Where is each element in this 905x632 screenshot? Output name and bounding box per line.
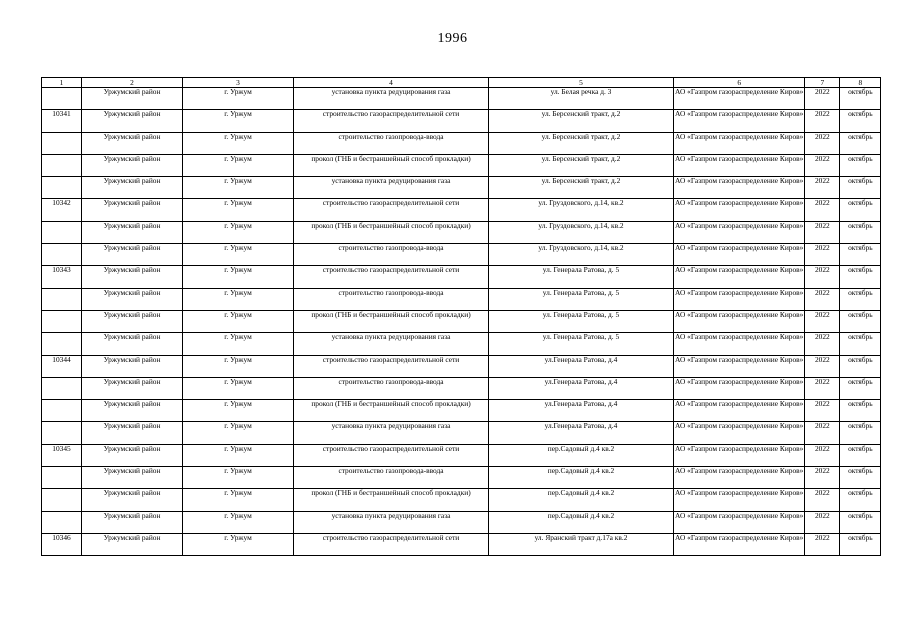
year-cell: 2022 <box>805 422 840 444</box>
column-number-header: 8 <box>840 78 881 88</box>
work-type-cell: прокол (ГНБ и бестраншейный способ прокладки) <box>294 400 489 422</box>
address-cell: ул. Груздовского, д.14, кв.2 <box>489 244 674 266</box>
object-number-cell: 10341 <box>42 110 82 132</box>
organization-cell: АО «Газпром газораспределение Киров» <box>674 88 805 110</box>
district-cell: Уржумский район <box>82 355 183 377</box>
settlement-cell: г. Уржум <box>183 244 294 266</box>
table-row <box>42 310 881 332</box>
table-row <box>42 110 881 132</box>
address-cell: ул. Генерала Ратова, д. 5 <box>489 288 674 310</box>
organization-cell: АО «Газпром газораспределение Киров» <box>674 221 805 243</box>
address-cell: ул. Берсенский тракт, д.2 <box>489 132 674 154</box>
address-cell: ул. Белая речка д. 3 <box>489 88 674 110</box>
table-row <box>42 199 881 221</box>
table-row <box>42 467 881 489</box>
month-cell: октябрь <box>840 467 881 489</box>
year-cell: 2022 <box>805 199 840 221</box>
district-cell: Уржумский район <box>82 266 183 288</box>
district-cell: Уржумский район <box>82 377 183 399</box>
year-cell: 2022 <box>805 467 840 489</box>
month-cell: октябрь <box>840 377 881 399</box>
address-cell: пер.Садовый д.4 кв.2 <box>489 467 674 489</box>
work-type-cell: установка пункта редуцирования газа <box>294 177 489 199</box>
work-type-cell: строительство газораспределительной сети <box>294 199 489 221</box>
column-number-header: 3 <box>183 78 294 88</box>
object-number-cell <box>42 132 82 154</box>
object-number-cell <box>42 400 82 422</box>
organization-cell: АО «Газпром газораспределение Киров» <box>674 244 805 266</box>
column-number-header: 1 <box>42 78 82 88</box>
table-row <box>42 88 881 110</box>
organization-cell: АО «Газпром газораспределение Киров» <box>674 377 805 399</box>
address-cell: ул. Берсенский тракт, д.2 <box>489 110 674 132</box>
object-number-cell: 10346 <box>42 533 82 555</box>
object-number-cell: 10345 <box>42 444 82 466</box>
month-cell: октябрь <box>840 266 881 288</box>
district-cell: Уржумский район <box>82 199 183 221</box>
month-cell: октябрь <box>840 355 881 377</box>
work-type-cell: установка пункта редуцирования газа <box>294 422 489 444</box>
organization-cell: АО «Газпром газораспределение Киров» <box>674 310 805 332</box>
month-cell: октябрь <box>840 533 881 555</box>
work-type-cell: строительство газопровода-ввода <box>294 377 489 399</box>
month-cell: октябрь <box>840 110 881 132</box>
object-number-cell <box>42 288 82 310</box>
column-number-header: 2 <box>82 78 183 88</box>
work-type-cell: строительство газопровода-ввода <box>294 288 489 310</box>
organization-cell: АО «Газпром газораспределение Киров» <box>674 154 805 176</box>
year-cell: 2022 <box>805 444 840 466</box>
organization-cell: АО «Газпром газораспределение Киров» <box>674 132 805 154</box>
work-type-cell: строительство газораспределительной сети <box>294 444 489 466</box>
year-cell: 2022 <box>805 154 840 176</box>
table-row <box>42 244 881 266</box>
month-cell: октябрь <box>840 310 881 332</box>
year-cell: 2022 <box>805 266 840 288</box>
address-cell: ул. Генерала Ратова, д. 5 <box>489 310 674 332</box>
address-cell: ул. Яранский тракт д.17а кв.2 <box>489 533 674 555</box>
settlement-cell: г. Уржум <box>183 199 294 221</box>
district-cell: Уржумский район <box>82 533 183 555</box>
district-cell: Уржумский район <box>82 422 183 444</box>
table-row <box>42 400 881 422</box>
month-cell: октябрь <box>840 511 881 533</box>
address-cell: ул.Генерала Ратова, д.4 <box>489 422 674 444</box>
table-row <box>42 489 881 511</box>
column-number-header-row <box>42 78 881 88</box>
register-table <box>41 77 881 556</box>
address-cell: пер.Садовый д.4 кв.2 <box>489 489 674 511</box>
work-type-cell: строительство газораспределительной сети <box>294 533 489 555</box>
settlement-cell: г. Уржум <box>183 177 294 199</box>
settlement-cell: г. Уржум <box>183 132 294 154</box>
object-number-cell <box>42 221 82 243</box>
year-cell: 2022 <box>805 377 840 399</box>
table-row <box>42 511 881 533</box>
object-number-cell <box>42 244 82 266</box>
settlement-cell: г. Уржум <box>183 154 294 176</box>
column-number-header: 5 <box>489 78 674 88</box>
district-cell: Уржумский район <box>82 244 183 266</box>
table-row <box>42 444 881 466</box>
object-number-cell: 10342 <box>42 199 82 221</box>
settlement-cell: г. Уржум <box>183 444 294 466</box>
settlement-cell: г. Уржум <box>183 422 294 444</box>
table-body <box>42 88 881 556</box>
organization-cell: АО «Газпром газораспределение Киров» <box>674 422 805 444</box>
organization-cell: АО «Газпром газораспределение Киров» <box>674 444 805 466</box>
year-cell: 2022 <box>805 88 840 110</box>
year-cell: 2022 <box>805 533 840 555</box>
district-cell: Уржумский район <box>82 288 183 310</box>
year-cell: 2022 <box>805 288 840 310</box>
year-cell: 2022 <box>805 511 840 533</box>
organization-cell: АО «Газпром газораспределение Киров» <box>674 355 805 377</box>
district-cell: Уржумский район <box>82 444 183 466</box>
address-cell: ул. Груздовского, д.14, кв.2 <box>489 199 674 221</box>
month-cell: октябрь <box>840 177 881 199</box>
address-cell: пер.Садовый д.4 кв.2 <box>489 444 674 466</box>
settlement-cell: г. Уржум <box>183 310 294 332</box>
year-cell: 2022 <box>805 221 840 243</box>
table-row <box>42 177 881 199</box>
year-cell: 2022 <box>805 310 840 332</box>
work-type-cell: прокол (ГНБ и бестраншейный способ прокладки) <box>294 154 489 176</box>
district-cell: Уржумский район <box>82 489 183 511</box>
work-type-cell: строительство газопровода-ввода <box>294 467 489 489</box>
month-cell: октябрь <box>840 444 881 466</box>
settlement-cell: г. Уржум <box>183 88 294 110</box>
organization-cell: АО «Газпром газораспределение Киров» <box>674 333 805 355</box>
table-row <box>42 288 881 310</box>
object-number-cell: 10344 <box>42 355 82 377</box>
district-cell: Уржумский район <box>82 177 183 199</box>
address-cell: ул. Берсенский тракт, д.2 <box>489 154 674 176</box>
month-cell: октябрь <box>840 288 881 310</box>
table-row <box>42 154 881 176</box>
organization-cell: АО «Газпром газораспределение Киров» <box>674 489 805 511</box>
month-cell: октябрь <box>840 88 881 110</box>
table-row <box>42 266 881 288</box>
month-cell: октябрь <box>840 154 881 176</box>
year-cell: 2022 <box>805 244 840 266</box>
settlement-cell: г. Уржум <box>183 288 294 310</box>
year-cell: 2022 <box>805 400 840 422</box>
month-cell: октябрь <box>840 199 881 221</box>
settlement-cell: г. Уржум <box>183 511 294 533</box>
organization-cell: АО «Газпром газораспределение Киров» <box>674 467 805 489</box>
month-cell: октябрь <box>840 400 881 422</box>
table-row <box>42 333 881 355</box>
organization-cell: АО «Газпром газораспределение Киров» <box>674 533 805 555</box>
work-type-cell: строительство газораспределительной сети <box>294 110 489 132</box>
year-cell: 2022 <box>805 132 840 154</box>
address-cell: ул. Генерала Ратова, д. 5 <box>489 266 674 288</box>
district-cell: Уржумский район <box>82 132 183 154</box>
address-cell: ул. Берсенский тракт, д.2 <box>489 177 674 199</box>
work-type-cell: строительство газопровода-ввода <box>294 244 489 266</box>
object-number-cell <box>42 333 82 355</box>
settlement-cell: г. Уржум <box>183 221 294 243</box>
settlement-cell: г. Уржум <box>183 266 294 288</box>
district-cell: Уржумский район <box>82 221 183 243</box>
settlement-cell: г. Уржум <box>183 400 294 422</box>
work-type-cell: строительство газораспределительной сети <box>294 355 489 377</box>
work-type-cell: строительство газопровода-ввода <box>294 132 489 154</box>
table-row <box>42 377 881 399</box>
table-row <box>42 221 881 243</box>
district-cell: Уржумский район <box>82 154 183 176</box>
address-cell: ул. Груздовского, д.14, кв.2 <box>489 221 674 243</box>
work-type-cell: прокол (ГНБ и бестраншейный способ прокладки) <box>294 489 489 511</box>
table-row <box>42 533 881 555</box>
object-number-cell <box>42 422 82 444</box>
month-cell: октябрь <box>840 132 881 154</box>
district-cell: Уржумский район <box>82 400 183 422</box>
object-number-cell <box>42 88 82 110</box>
page-number: 1996 <box>437 31 468 46</box>
object-number-cell <box>42 467 82 489</box>
organization-cell: АО «Газпром газораспределение Киров» <box>674 288 805 310</box>
table-row <box>42 422 881 444</box>
year-cell: 2022 <box>805 355 840 377</box>
organization-cell: АО «Газпром газораспределение Киров» <box>674 400 805 422</box>
organization-cell: АО «Газпром газораспределение Киров» <box>674 266 805 288</box>
year-cell: 2022 <box>805 110 840 132</box>
month-cell: октябрь <box>840 221 881 243</box>
object-number-cell: 10343 <box>42 266 82 288</box>
district-cell: Уржумский район <box>82 467 183 489</box>
object-number-cell <box>42 177 82 199</box>
column-number-header: 4 <box>294 78 489 88</box>
organization-cell: АО «Газпром газораспределение Киров» <box>674 199 805 221</box>
month-cell: октябрь <box>840 422 881 444</box>
month-cell: октябрь <box>840 489 881 511</box>
district-cell: Уржумский район <box>82 110 183 132</box>
settlement-cell: г. Уржум <box>183 355 294 377</box>
work-type-cell: прокол (ГНБ и бестраншейный способ прокладки) <box>294 221 489 243</box>
address-cell: ул.Генерала Ратова, д.4 <box>489 355 674 377</box>
settlement-cell: г. Уржум <box>183 467 294 489</box>
column-number-header: 6 <box>674 78 805 88</box>
work-type-cell: установка пункта редуцирования газа <box>294 88 489 110</box>
address-cell: ул.Генерала Ратова, д.4 <box>489 377 674 399</box>
object-number-cell <box>42 154 82 176</box>
work-type-cell: установка пункта редуцирования газа <box>294 511 489 533</box>
settlement-cell: г. Уржум <box>183 533 294 555</box>
column-number-header: 7 <box>805 78 840 88</box>
district-cell: Уржумский район <box>82 88 183 110</box>
district-cell: Уржумский район <box>82 333 183 355</box>
work-type-cell: строительство газораспределительной сети <box>294 266 489 288</box>
year-cell: 2022 <box>805 489 840 511</box>
month-cell: октябрь <box>840 333 881 355</box>
work-type-cell: установка пункта редуцирования газа <box>294 333 489 355</box>
year-cell: 2022 <box>805 333 840 355</box>
district-cell: Уржумский район <box>82 511 183 533</box>
work-type-cell: прокол (ГНБ и бестраншейный способ прокладки) <box>294 310 489 332</box>
settlement-cell: г. Уржум <box>183 377 294 399</box>
district-cell: Уржумский район <box>82 310 183 332</box>
month-cell: октябрь <box>840 244 881 266</box>
settlement-cell: г. Уржум <box>183 333 294 355</box>
organization-cell: АО «Газпром газораспределение Киров» <box>674 110 805 132</box>
settlement-cell: г. Уржум <box>183 110 294 132</box>
object-number-cell <box>42 377 82 399</box>
table-row <box>42 132 881 154</box>
table-row <box>42 355 881 377</box>
address-cell: ул.Генерала Ратова, д.4 <box>489 400 674 422</box>
settlement-cell: г. Уржум <box>183 489 294 511</box>
organization-cell: АО «Газпром газораспределение Киров» <box>674 177 805 199</box>
object-number-cell <box>42 511 82 533</box>
address-cell: пер.Садовый д.4 кв.2 <box>489 511 674 533</box>
object-number-cell <box>42 489 82 511</box>
object-number-cell <box>42 310 82 332</box>
year-cell: 2022 <box>805 177 840 199</box>
organization-cell: АО «Газпром газораспределение Киров» <box>674 511 805 533</box>
address-cell: ул. Генерала Ратова, д. 5 <box>489 333 674 355</box>
